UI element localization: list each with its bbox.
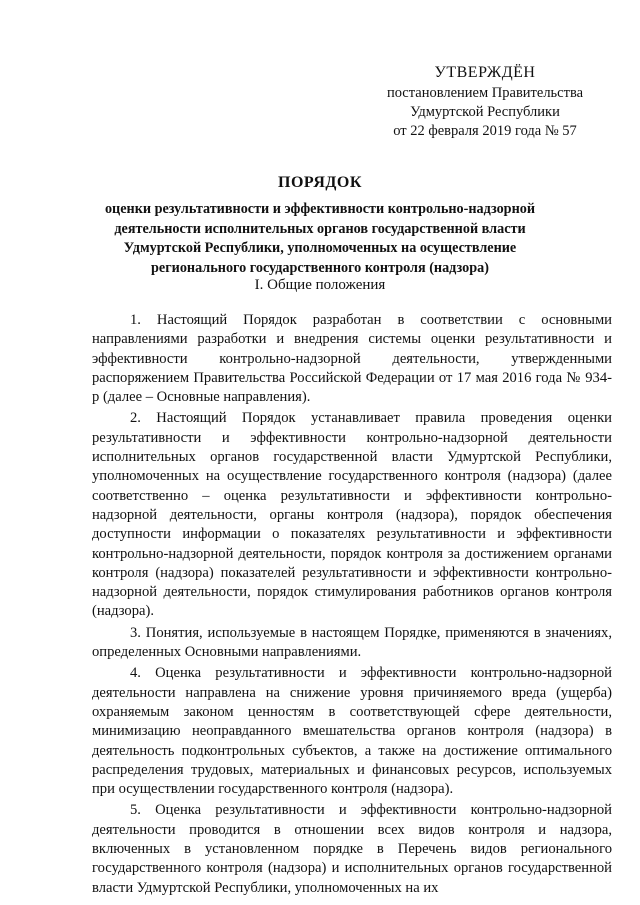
approval-line-1: постановлением Правительства <box>386 85 584 101</box>
document-title: ПОРЯДОК <box>278 174 362 191</box>
approval-line-2: Удмуртской Республики <box>410 104 560 120</box>
approval-heading: УТВЕРЖДЁН <box>434 64 536 81</box>
document-title-block <box>80 172 560 278</box>
section-heading: I. Общие положения <box>254 277 386 293</box>
document-subtitle: оценки результативности и эффективности контрольно-надзорной деятельности исполнительных органов государственной власти Удмуртской Республики, уполномоченных на осуществление регионального государственного контроля (надзора) <box>104 201 536 276</box>
approval-line-3: от 22 февраля 2019 года № 57 <box>393 123 577 139</box>
paragraph-3: 3. Понятия, используемые в настоящем Порядке, применяются в значениях, определенных Основными направлениями. <box>92 624 612 661</box>
approval-stamp <box>360 62 610 141</box>
paragraph-4: 4. Оценка результативности и эффективности контрольно-надзорной деятельности направлена на снижение уровня причиняемого вреда (ущерба) охраняемым законом ценностям в соответствующей сфере деятельности, минимизацию неоправданного вмешательства органов контроля (надзора) в деятельность подконтрольных субъектов, а также на достижение оптимального распределения трудовых, материальных и финансовых ресурсов, используемых при осуществлении государственного контроля (надзора). <box>92 665 612 798</box>
document-body <box>92 311 612 898</box>
paragraph-2: 2. Настоящий Порядок устанавливает правила проведения оценки результативности и эффективности контрольно-надзорной деятельности исполнительных органов государственной власти Удмуртской Республики, уполномоченных на осуществление государственного контроля (надзора) (далее соответственно – оценка результативности и эффективности контрольно-надзорной деятельности, органы контроля (надзора), порядок обеспечения доступности информации о показателях результативности и эффективности контрольно-надзорной деятельности, порядок контроля за достижением органами контроля (надзора) показателей результативности и эффективности контрольно-надзорной деятельности, порядок стимулирования работников органов контроля (надзора). <box>92 410 612 620</box>
paragraph-5: 5. Оценка результативности и эффективности контрольно-надзорной деятельности проводится в отношении всех видов контроля и надзора, включенных в установленном порядке в Перечень видов регионального государственного контроля (надзора) и исполнительных органов государственной власти Удмуртской Республики, уполномоченных на их <box>92 802 612 896</box>
paragraph-1: 1. Настоящий Порядок разработан в соответствии с основными направлениями разработки и внедрения системы оценки результативности и эффективности контрольно-надзорной деятельности, утвержденными распоряжением Правительства Российской Федерации от 17 мая 2016 года № 934-р (далее – Основные направления). <box>92 312 612 406</box>
